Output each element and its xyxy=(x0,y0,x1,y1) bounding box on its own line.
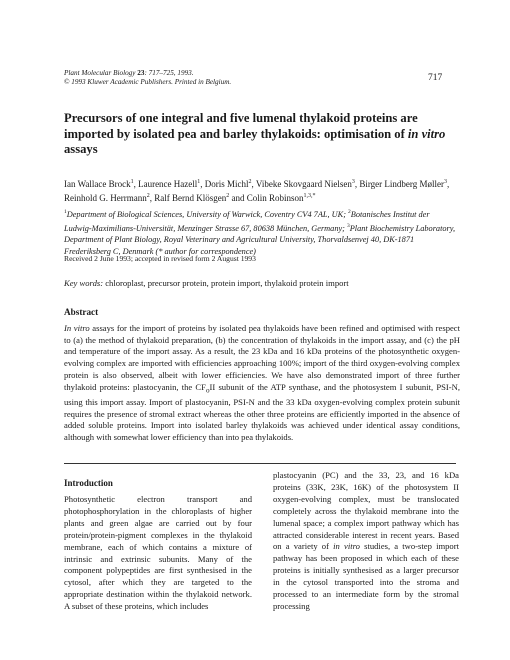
author-affiliation-mark: 2 xyxy=(248,179,252,185)
keywords-label: Key words: xyxy=(64,278,104,288)
title-end: assays xyxy=(64,142,98,156)
intro-column-left: Photosynthetic electron transport and photophosphorylation in the chloroplasts of higher plants and green algae are carried out by four protein/protein-pigment complexes in the thylakoid membrane, each of which contains a mixture of intrinsic and extrinsic subunits. Many of the component polypeptides are first synthesised in the cytosol, after which they are targeted to the appropriate destination within the thylakoid network. A subset of these proteins, which includes xyxy=(64,494,252,612)
journal-name: Plant Molecular Biology xyxy=(64,69,136,77)
author-name: Colin Robinson xyxy=(246,193,304,203)
author-affiliation-mark: 3 xyxy=(443,179,447,185)
copyright-line: © 1993 Kluwer Academic Publishers. Printed in Belgium. xyxy=(64,78,232,86)
journal-citation xyxy=(64,69,231,87)
title-italic: in vitro xyxy=(407,126,446,141)
journal-pages: : 717–725, 1993. xyxy=(144,69,194,77)
intro-col2-italic: in vitro xyxy=(333,541,360,552)
author-name: Reinhold G. Herrmann xyxy=(64,193,147,203)
author-name: Doris Michl xyxy=(204,179,249,189)
page-number: 717 xyxy=(428,73,443,83)
intro-col2-part-a: plastocyanin (PC) and the 33, 23, and 16 kDa proteins (33K, 23K, 16K) of the photosystem II oxygen-evolving complex, must be translocated completely across the thylakoid membrane into the lumenal space; a complex import pathway which has attracted considerable interest in recent years. Based on a variety of xyxy=(273,470,459,552)
author-entry xyxy=(64,179,134,189)
abstract-heading: Abstract xyxy=(64,307,99,317)
affiliations xyxy=(64,207,459,258)
affiliation-text: Botanisches Institut der Ludwig-Maximilians-Universität, Menzinger Strasse 67, 80638 München, Germany; xyxy=(64,209,430,233)
author-entry xyxy=(64,193,150,203)
received-dates: Received 2 June 1993; accepted in revised form 2 August 1993 xyxy=(64,254,256,263)
affiliation-text: Plant Biochemistry Laboratory, Department of Plant Biology, Royal Veterinary and Agricultural University, Thorvaldsenvej 40, DK-1871 Frederiksberg C, Denmark (* author for correspondence) xyxy=(64,223,456,256)
citation-line xyxy=(64,69,231,78)
affiliation-mark: 2 xyxy=(348,209,351,215)
author-affiliation-mark: 2 xyxy=(226,193,230,199)
author-name: Vibeke Skovgaard Nielsen xyxy=(255,179,352,189)
author-list: Ian Wallace Brock$^1$, Laurence Hazell$^1$, Doris Michl$^2$, Vibeke Skovgaard Nielsen$^3$, Birger Lindberg Møller$^3$, Reinhold G. Herrmann$^2$, Ralf Bernd Klösgen$^2$ and Colin Robinson$^{1,3,*}$ xyxy=(64,179,450,203)
introduction-heading: Introduction xyxy=(64,478,113,488)
affiliation-text: Department of Biological Sciences, University of Warwick, Coventry CV4 7AL, UK; xyxy=(66,209,349,219)
author-name: Ian Wallace Brock xyxy=(64,179,131,189)
author-entry xyxy=(138,179,200,189)
author-entry xyxy=(359,179,447,189)
author-entry xyxy=(247,193,316,203)
keywords xyxy=(64,278,349,288)
intro-column-right xyxy=(273,470,459,613)
affiliation-mark: 3 xyxy=(346,222,350,229)
author-name: Laurence Hazell xyxy=(138,179,198,189)
intro-col2-part-b: studies, a two-step import pathway has been proposed in which each of these proteins is initially synthesised as a larger precursor in the cytosol transported into the stroma and processed to an intermediate form by the stromal processing xyxy=(273,541,459,611)
affiliation-mark: 1 xyxy=(64,209,67,215)
abstract-part2: II subunit of the ATP synthase, and the photosystem I subunit, PSI-N, using this import assay. Import of plastocyanin, PSI-N and the 33 kDa oxygen-evolving complex protein subunit requires the presence of stromal extract whereas the other three proteins are efficiently imported in the absence of added soluble proteins. Import into isolated barley thylakoids was achieved under identical assay conditions, although with somewhat lower efficiency than into pea thylakoids. xyxy=(64,381,460,443)
keywords-text: chloroplast, precursor protein, protein import, thylakoid protein import xyxy=(103,278,349,288)
title-main: Precursors of one integral and five lumenal thylakoid proteins are imported by isolated pea and barley thylakoids: optimisation of xyxy=(64,111,418,141)
abstract-body xyxy=(64,323,460,444)
author-name: Birger Lindberg Møller xyxy=(359,179,444,189)
author-name: Ralf Bernd Klösgen xyxy=(154,193,227,203)
article-title xyxy=(64,111,456,158)
author-affiliation-mark: 1 xyxy=(130,179,134,185)
author-affiliation-mark: 1 xyxy=(197,179,201,185)
author-entry xyxy=(256,179,355,189)
abstract-subscript: o xyxy=(205,386,210,395)
abstract-lead-italic: In vitro xyxy=(64,323,90,333)
journal-volume: 23 xyxy=(137,69,145,77)
author-affiliation-mark: 3 xyxy=(351,179,355,185)
author-entry xyxy=(205,179,252,189)
author-affiliation-mark: 2 xyxy=(146,193,150,199)
author-affiliation-mark: 1,3,* xyxy=(303,193,316,199)
author-entry xyxy=(154,193,229,203)
abstract-part1: assays for the import of proteins by isolated pea thylakoids have been refined and optimised with respect to (a) the method of thylakoid preparation, (b) the concentration of thylakoids in the import assay, and (c) the pH and temperature of the import assay. As a result, the 23 kDa and 16 kDa proteins of the photosynthetic oxygen-evolving complex are imported with efficiencies approaching 100%; import of the third oxygen-evolving complex protein is also observed, albeit with lower efficiencies. We have also demonstrated import of three further thylakoid proteins: plastocyanin, the CF xyxy=(64,323,461,392)
section-divider xyxy=(64,463,456,464)
